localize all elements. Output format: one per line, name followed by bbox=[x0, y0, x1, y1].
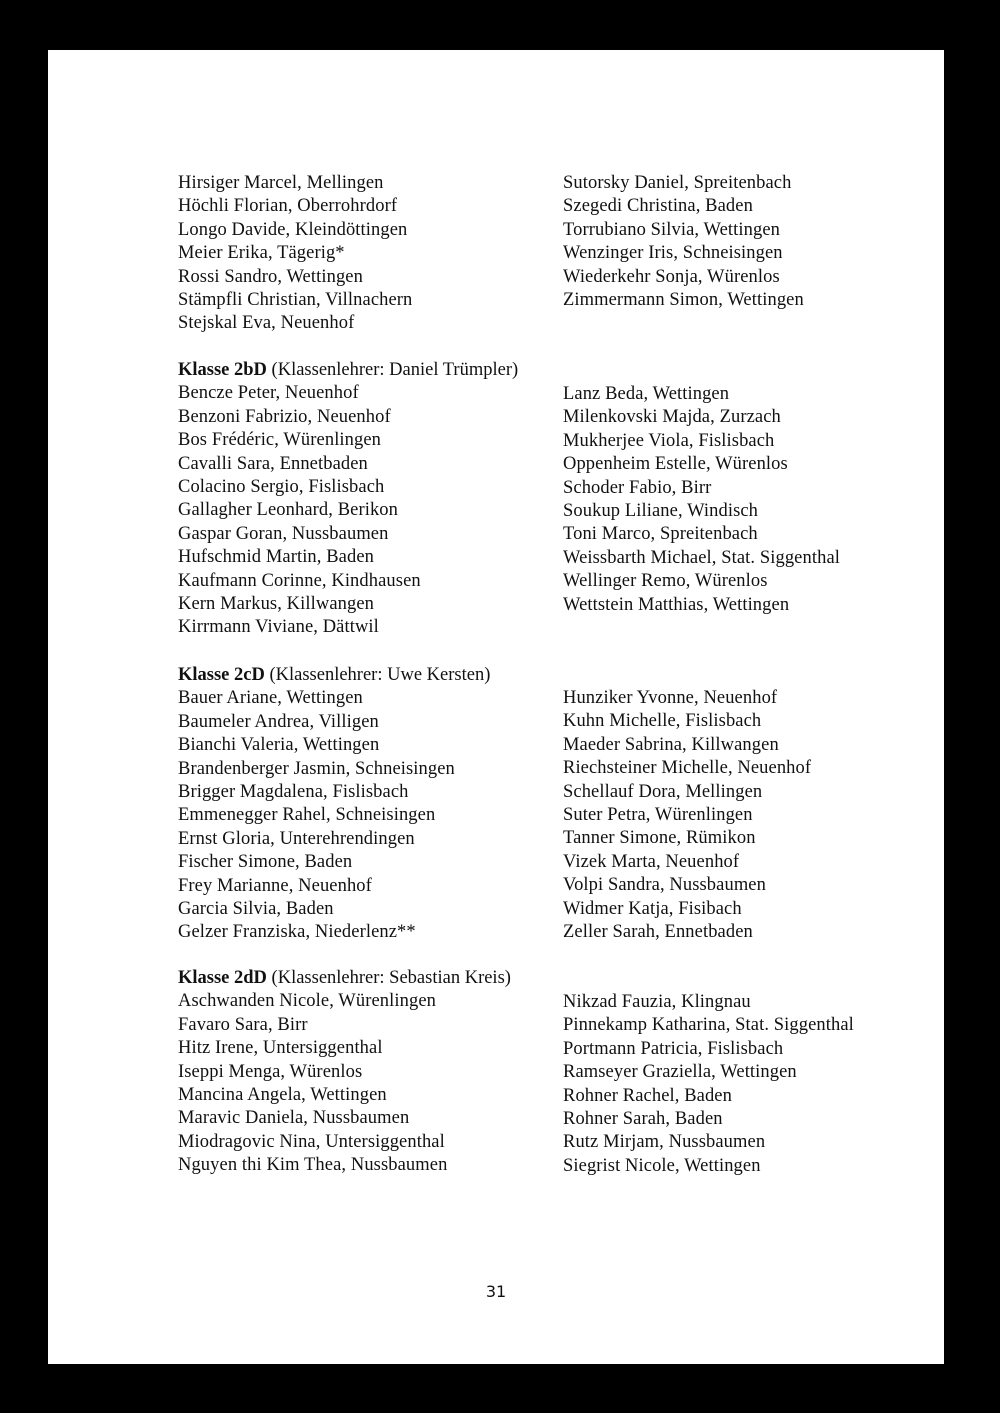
list-item: Zimmermann Simon, Wettingen bbox=[563, 289, 804, 310]
list-item: Siegrist Nicole, Wettingen bbox=[563, 1155, 761, 1176]
list-item: Nikzad Fauzia, Klingnau bbox=[563, 992, 751, 1012]
list-item: Mancina Angela, Wettingen bbox=[178, 1084, 387, 1105]
continuation-right-list bbox=[563, 172, 983, 312]
list-item: Hirsiger Marcel, Mellingen bbox=[178, 173, 384, 193]
list-item: Szegedi Christina, Baden bbox=[563, 196, 753, 217]
list-item: Nguyen thi Kim Thea, Nussbaumen bbox=[178, 1155, 448, 1176]
list-item: Kirrmann Viviane, Dättwil bbox=[178, 617, 379, 638]
list-item: Colacino Sergio, Fislisbach bbox=[178, 476, 385, 497]
list-item: Schoder Fabio, Birr bbox=[563, 477, 712, 498]
class-heading bbox=[178, 359, 638, 382]
class-2dd-right-list bbox=[563, 991, 983, 1178]
list-item: Cavalli Sara, Ennetbaden bbox=[178, 453, 368, 474]
list-item: Weissbarth Michael, Stat. Siggenthal bbox=[563, 547, 840, 568]
list-item: Maravic Daniela, Nussbaumen bbox=[178, 1108, 410, 1129]
list-item: Wettstein Matthias, Wettingen bbox=[563, 594, 790, 615]
list-item: Rohner Rachel, Baden bbox=[563, 1085, 732, 1106]
list-item: Vizek Marta, Neuenhof bbox=[563, 851, 740, 872]
list-item: Hitz Irene, Untersiggenthal bbox=[178, 1038, 383, 1059]
list-item: Ramseyer Graziella, Wettingen bbox=[563, 1062, 797, 1083]
list-item: Sutorsky Daniel, Spreitenbach bbox=[563, 173, 792, 193]
list-item: Favaro Sara, Birr bbox=[178, 1014, 308, 1035]
list-item: Stämpfli Christian, Villnachern bbox=[178, 289, 413, 310]
list-item: Wenzinger Iris, Schneisingen bbox=[563, 243, 783, 264]
list-item: Miodragovic Nina, Untersiggenthal bbox=[178, 1131, 445, 1152]
list-item: Garcia Silvia, Baden bbox=[178, 898, 334, 919]
list-item: Longo Davide, Kleindöttingen bbox=[178, 219, 408, 240]
list-item: Lanz Beda, Wettingen bbox=[563, 384, 730, 404]
class-name: Klasse 2bD bbox=[178, 360, 267, 380]
list-item: Maeder Sabrina, Killwangen bbox=[563, 734, 779, 755]
class-heading bbox=[178, 967, 638, 990]
list-item: Stejskal Eva, Neuenhof bbox=[178, 313, 355, 334]
document-page bbox=[48, 50, 944, 1364]
list-item: Bauer Ariane, Wettingen bbox=[178, 688, 363, 709]
list-item: Portmann Patricia, Fislisbach bbox=[563, 1038, 784, 1059]
list-item: Pinnekamp Katharina, Stat. Siggenthal bbox=[563, 1015, 854, 1036]
list-item: Milenkovski Majda, Zurzach bbox=[563, 407, 781, 428]
list-item: Kaufmann Corinne, Kindhausen bbox=[178, 570, 421, 591]
list-item: Wiederkehr Sonja, Würenlos bbox=[563, 266, 780, 287]
list-item: Gelzer Franziska, Niederlenz** bbox=[178, 922, 416, 943]
class-teacher: (Klassenlehrer: Uwe Kersten) bbox=[269, 665, 491, 685]
list-item: Zeller Sarah, Ennetbaden bbox=[563, 921, 753, 942]
list-item: Tanner Simone, Rümikon bbox=[563, 828, 756, 849]
list-item: Kuhn Michelle, Fislisbach bbox=[563, 711, 762, 732]
list-item: Benzoni Fabrizio, Neuenhof bbox=[178, 406, 391, 427]
class-name: Klasse 2dD bbox=[178, 968, 267, 988]
list-item: Frey Marianne, Neuenhof bbox=[178, 875, 372, 896]
list-item: Rutz Mirjam, Nussbaumen bbox=[563, 1132, 766, 1153]
class-teacher: (Klassenlehrer: Daniel Trümpler) bbox=[271, 360, 519, 380]
list-item: Meier Erika, Tägerig* bbox=[178, 243, 345, 264]
list-item: Widmer Katja, Fisibach bbox=[563, 898, 742, 919]
list-item: Kern Markus, Killwangen bbox=[178, 593, 374, 614]
list-item: Suter Petra, Würenlingen bbox=[563, 804, 753, 825]
list-item: Volpi Sandra, Nussbaumen bbox=[563, 875, 766, 896]
list-item: Baumeler Andrea, Villigen bbox=[178, 711, 379, 732]
list-item: Brigger Magdalena, Fislisbach bbox=[178, 781, 409, 802]
class-heading bbox=[178, 664, 638, 687]
list-item: Hunziker Yvonne, Neuenhof bbox=[563, 688, 778, 708]
list-item: Oppenheim Estelle, Würenlos bbox=[563, 454, 788, 475]
list-item: Gallagher Leonhard, Berikon bbox=[178, 500, 398, 521]
list-item: Mukherjee Viola, Fislisbach bbox=[563, 430, 775, 451]
list-item: Gaspar Goran, Nussbaumen bbox=[178, 523, 389, 544]
list-item: Iseppi Menga, Würenlos bbox=[178, 1061, 363, 1082]
list-item: Bencze Peter, Neuenhof bbox=[178, 383, 359, 404]
list-item: Brandenberger Jasmin, Schneisingen bbox=[178, 758, 455, 779]
list-item: Hufschmid Martin, Baden bbox=[178, 547, 374, 568]
list-item: Riechsteiner Michelle, Neuenhof bbox=[563, 758, 812, 779]
list-item: Fischer Simone, Baden bbox=[178, 852, 353, 873]
list-item: Schellauf Dora, Mellingen bbox=[563, 781, 763, 802]
continuation-left-list bbox=[178, 172, 598, 336]
class-teacher: (Klassenlehrer: Sebastian Kreis) bbox=[271, 968, 511, 988]
list-item: Rossi Sandro, Wettingen bbox=[178, 266, 363, 287]
list-item: Rohner Sarah, Baden bbox=[563, 1108, 723, 1129]
list-item: Bianchi Valeria, Wettingen bbox=[178, 735, 380, 756]
list-item: Toni Marco, Spreitenbach bbox=[563, 524, 758, 545]
list-item: Höchli Florian, Oberrohrdorf bbox=[178, 196, 398, 217]
list-item: Aschwanden Nicole, Würenlingen bbox=[178, 991, 436, 1012]
list-item: Torrubiano Silvia, Wettingen bbox=[563, 219, 781, 240]
class-name: Klasse 2cD bbox=[178, 665, 265, 685]
list-item: Soukup Liliane, Windisch bbox=[563, 500, 759, 521]
page-number: 31 bbox=[485, 1282, 507, 1301]
list-item: Bos Frédéric, Würenlingen bbox=[178, 430, 382, 451]
list-item: Emmenegger Rahel, Schneisingen bbox=[178, 805, 436, 826]
class-2cd-right-list bbox=[563, 687, 983, 944]
list-item: Wellinger Remo, Würenlos bbox=[563, 571, 768, 592]
class-2bd-right-list bbox=[563, 383, 983, 617]
list-item: Ernst Gloria, Unterehrendingen bbox=[178, 828, 415, 849]
